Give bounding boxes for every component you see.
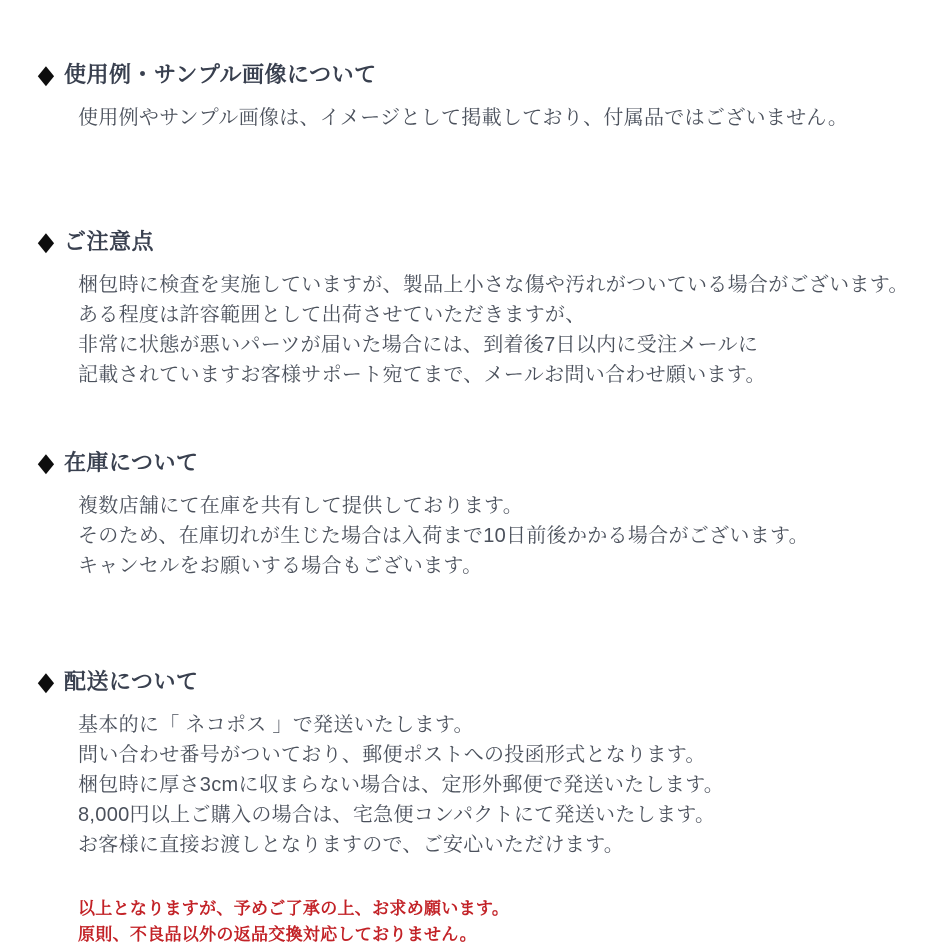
section-usage-body xyxy=(78,103,950,133)
body-line: 梱包時に厚さ3cmに収まらない場合は、定形外郵便で発送いたします。 xyxy=(78,774,725,796)
body-line: 非常に状態が悪いパーツが届いた場合には、到着後7日以内に受注メールに xyxy=(78,334,759,356)
section-usage-sample xyxy=(36,58,950,133)
diamond-bullet-icon: ◆ xyxy=(37,225,55,256)
body-line: 複数店舗にて在庫を共有して提供しております。 xyxy=(78,495,523,517)
section-caution-body xyxy=(78,270,950,390)
footer-warning xyxy=(78,896,950,948)
section-shipping-body xyxy=(78,710,950,860)
body-line: 8,000円以上ご購入の場合は、宅急便コンパクトにて発送いたします。 xyxy=(78,804,716,826)
section-usage-title: 使用例・サンプル画像について xyxy=(64,62,377,87)
section-stock-heading-row xyxy=(36,446,950,477)
warning-line: 以上となりますが、予めご了承の上、お求め願います。 xyxy=(78,899,510,918)
diamond-bullet-icon: ◆ xyxy=(37,446,55,477)
body-line: 梱包時に検査を実施していますが、製品上小さな傷や汚れがついている場合がございます。 xyxy=(78,274,909,296)
body-line: キャンセルをお願いする場合もございます。 xyxy=(78,555,483,577)
body-line: 問い合わせ番号がついており、郵便ポストへの投函形式となります。 xyxy=(78,744,706,766)
section-shipping xyxy=(36,665,950,860)
body-line: 基本的に「 ネコポス 」で発送いたします。 xyxy=(78,714,474,736)
body-line: お客様に直接お渡しとなりますので、ご安心いただけます。 xyxy=(78,834,625,856)
section-shipping-heading-row xyxy=(36,665,950,696)
body-line: 使用例やサンプル画像は、イメージとして掲載しており、付属品ではございません。 xyxy=(78,107,849,129)
body-line: そのため、在庫切れが生じた場合は入荷まで10日前後かかる場合がございます。 xyxy=(78,525,809,547)
section-usage-heading-row xyxy=(36,58,950,89)
section-caution-title: ご注意点 xyxy=(64,229,155,254)
warning-line: 原則、不良品以外の返品交換対応しておりません。 xyxy=(78,925,477,944)
section-caution xyxy=(36,225,950,390)
section-shipping-title: 配送について xyxy=(64,669,199,694)
section-stock-title: 在庫について xyxy=(64,450,199,475)
section-caution-heading-row xyxy=(36,225,950,256)
diamond-bullet-icon: ◆ xyxy=(37,58,55,89)
diamond-bullet-icon: ◆ xyxy=(37,665,55,696)
body-line: 記載されていますお客様サポート宛てまで、メールお問い合わせ願います。 xyxy=(78,364,766,386)
body-line: ある程度は許容範囲として出荷させていただきますが、 xyxy=(78,304,586,326)
section-stock-body xyxy=(78,491,950,581)
section-stock xyxy=(36,446,950,581)
